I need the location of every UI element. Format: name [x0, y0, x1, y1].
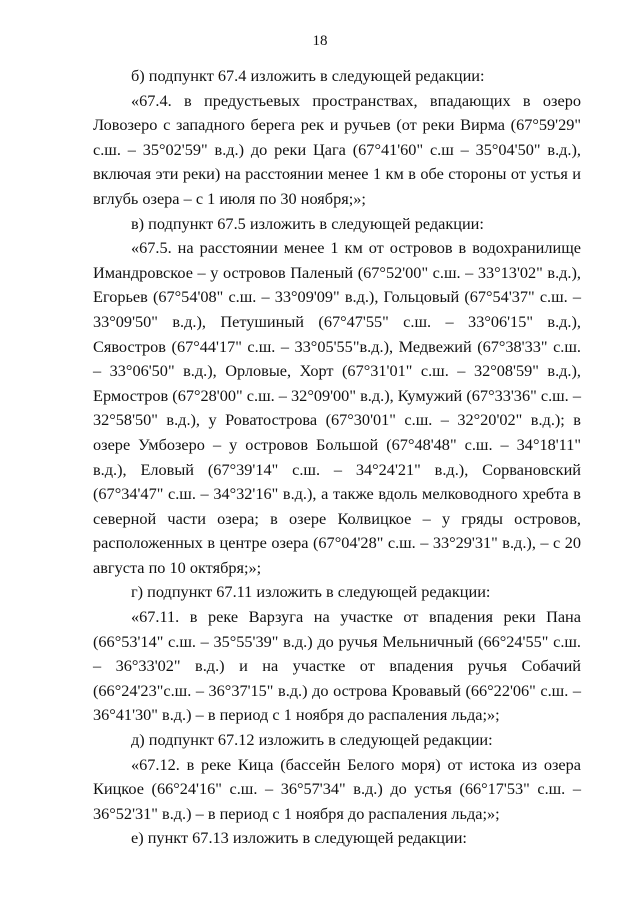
- paragraph-subpoint-b-heading: б) подпункт 67.4 изложить в следующей редакции:: [131, 66, 485, 85]
- paragraph-subpoint-d-heading: д) подпункт 67.12 изложить в следующей редакции:: [131, 730, 493, 750]
- paragraph-67-5: «67.5. на расстоянии менее 1 км от островов в водохранилище Имандровское – у островов Паленый (67°52'00" с.ш. – 33°13'02" в.д.), Егорьев (67°54'08" с.ш. – 33°09'09" в.д.), Гольцовый (67°54'37" с.ш. – 33°09'50" в.д.), Петушиный (67°47'55" с.ш. – 33°06'15" в.д.), Сявостров (67°44'17" с.ш. – 33°05'55"в.д.), Медвежий (67°38'33" с.ш. – 33°06'50" в.д.), Орловые, Хорт (67°31'01" с.ш. – 32°08'59" в.д.), Ермостров (67°28'00" с.ш. – 32°09'00" в.д.), Кумужий (67°33'36" с.ш. – 32°58'50" в.д.), у Роватострова (67°30'01" с.ш. – 32°20'02" в.д.); в озере Умбозеро – у островов Большой (67°48'48" с.ш. – 34°18'11" в.д.), Еловый (67°39'14" с.ш. – 34°24'21" в.д.), Сорвановский (67°34'47" с.ш. – 34°32'16" в.д.), а также вдоль мелководного хребта в северной части озера; в озере Колвицкое – у гряды островов, расположенных в центре озера (67°04'28" с.ш. – 33°29'31" в.д.), – с 20 августа по 10 октября;»;: [93, 238, 581, 577]
- paragraph-subpoint-g-heading: г) подпункт 67.11 изложить в следующей редакции:: [131, 582, 491, 602]
- document-body: [93, 64, 581, 851]
- paragraph-67-4: «67.4. в предустьевых пространствах, впадающих в озеро Ловозеро с западного берега рек и ручьев (от реки Вирма (67°59'29" с.ш. – 35°02'59" в.д.) до реки Цага (67°41'60" с.ш – 35°04'50" в.д.), включая эти реки) на расстоянии менее 1 км в обе стороны от устья и вглубь озера – с 1 июля по 30 ноября;»;: [93, 90, 581, 208]
- paragraph-67-11: «67.11. в реке Варзуга на участке от впадения реки Пана (66°53'14" с.ш. – 35°55'39" в.д.) до ручья Мельничный (66°24'55" с.ш. – 36°33'02" в.д.) и на участке от впадения ручья Собачий (66°24'23"с.ш. – 36°37'15" в.д.) до острова Кровавый (66°22'06" с.ш. – 36°41'30" в.д.) – в период с 1 ноября до распаления льда;»;: [93, 607, 581, 725]
- paragraph-67-12: «67.12. в реке Кица (бассейн Белого моря) от истока из озера Кицкое (66°24'16" с.ш. – 36°57'34" в.д.) до устья (66°17'53" с.ш. – 36°52'31" в.д.) – в период с 1 ноября до распаления льда;»;: [93, 754, 581, 823]
- page-number: 18: [312, 33, 328, 49]
- paragraph-subpoint-v-heading: в) подпункт 67.5 изложить в следующей редакции:: [131, 213, 484, 233]
- paragraph-subpoint-e-heading: е) пункт 67.13 изложить в следующей редакции:: [131, 828, 467, 848]
